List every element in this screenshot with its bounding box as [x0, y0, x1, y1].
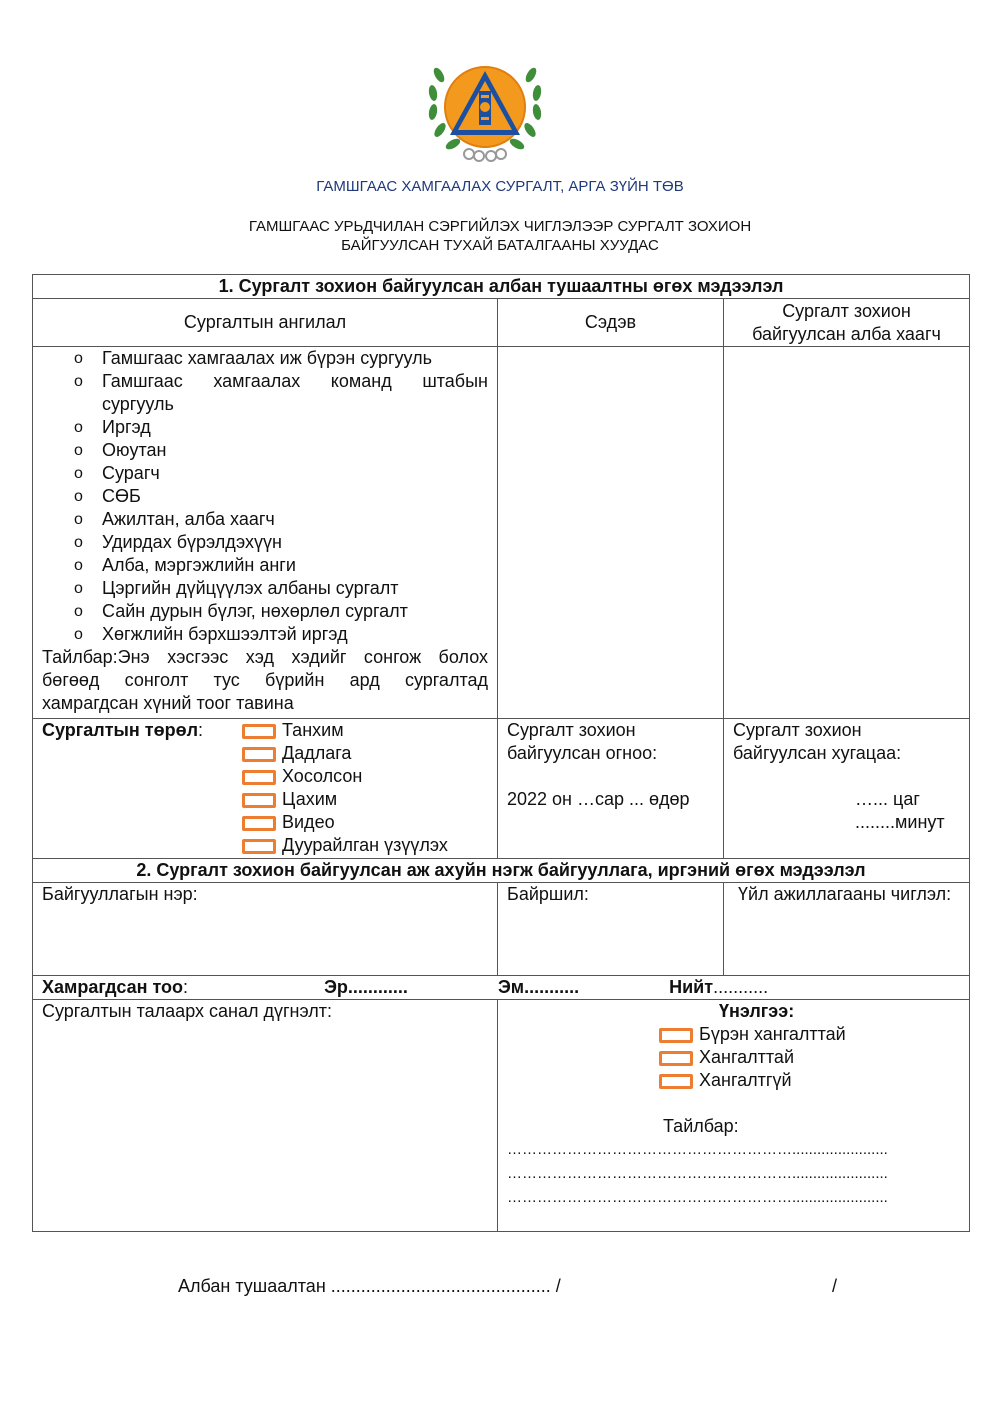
category-option[interactable]: o Оюутан [42, 439, 488, 462]
feedback-field[interactable]: Сургалтын талаарх санал дүгнэлт: [33, 1000, 498, 1232]
location-field[interactable]: Байршил: [498, 883, 724, 976]
type-option[interactable] [242, 834, 488, 857]
organization-name-field[interactable]: Байгууллагын нэр: [33, 883, 498, 976]
checkbox[interactable] [659, 1051, 693, 1066]
training-duration-cell [724, 719, 970, 859]
remark-line[interactable]: …………………………………………………....................... [507, 1189, 888, 1206]
total-label: Нийт [669, 977, 714, 997]
checkbox[interactable] [242, 747, 276, 762]
minutes-field[interactable]: ........минут [855, 812, 945, 832]
checkbox[interactable] [242, 816, 276, 831]
remark-label: Тайлбар: [663, 1116, 739, 1136]
type-option[interactable] [242, 742, 488, 765]
type-label: Дуурайлган үзүүлэх [282, 835, 448, 855]
type-option[interactable] [242, 719, 488, 742]
training-type-label: Сургалтын төрөл [42, 720, 199, 740]
covered-label: Хамрагдсан тоо [42, 977, 184, 997]
document-title [0, 217, 1000, 255]
category-option[interactable]: o Цэргийн дүйцүүлэх албаны сургалт [42, 577, 488, 600]
training-type-options [242, 719, 488, 857]
official-signature-field[interactable]: Албан тушаалтан ............................................ / [178, 1276, 561, 1296]
rating-text: Хангалттай [699, 1047, 794, 1067]
hours-field[interactable]: …... цаг [855, 789, 920, 809]
category-option[interactable]: o Ажилтан, алба хаагч [42, 508, 488, 531]
colon: : [183, 977, 189, 997]
training-date-value[interactable]: 2022 он …сар ... өдөр [507, 789, 690, 809]
remark-line[interactable]: …………………………………………………....................... [507, 1141, 888, 1158]
type-option[interactable] [242, 765, 488, 788]
topic-field[interactable] [498, 347, 724, 719]
type-label: Танхим [282, 720, 344, 740]
category-option[interactable]: o Алба, мэргэжлийн анги [42, 554, 488, 577]
activity-field[interactable]: Үйл ажиллагааны чиглэл: [724, 883, 970, 976]
signature-slash: / [832, 1276, 838, 1296]
training-category-cell [33, 347, 498, 719]
rating-option[interactable] [507, 1069, 960, 1092]
type-option[interactable] [242, 788, 488, 811]
category-option[interactable]: o Иргэд [42, 416, 488, 439]
covered-count-row [33, 976, 970, 1000]
section-1-title: 1. Сургалт зохион байгуулсан албан тушаалтны өгөх мэдээлэл [33, 275, 970, 299]
signature-line [178, 1276, 838, 1297]
training-date-label: Сургалт зохион байгуулсан огноо: [507, 720, 658, 763]
checkbox[interactable] [242, 724, 276, 739]
type-option[interactable] [242, 811, 488, 834]
rating-option[interactable] [507, 1046, 960, 1069]
title-line-1: ГАМШГААС УРЬДЧИЛАН СЭРГИЙЛЭХ ЧИГЛЭЛЭЭР СУРГАЛТ ЗОХИОН [248, 218, 752, 235]
female-label: Эм [497, 977, 525, 997]
type-label: Хосолсон [282, 766, 363, 786]
checkbox[interactable] [659, 1028, 693, 1043]
col-training-category: Сургалтын ангилал [33, 299, 498, 347]
rating-text: Бүрэн хангалттай [699, 1024, 846, 1044]
category-option[interactable]: o Удирдах бүрэлдэхүүн [42, 531, 488, 554]
checkbox[interactable] [659, 1074, 693, 1089]
colon: : [198, 720, 204, 740]
male-label: Эр [324, 977, 348, 997]
title-line-2: БАЙГУУЛСАН ТУХАЙ БАТАЛГААНЫ ХУУДАС [341, 237, 659, 254]
category-option[interactable]: o Сайн дурын бүлэг, нөхөрлөл сургалт [42, 600, 488, 623]
rating-label: Үнэлгээ: [719, 1001, 795, 1021]
rating-text: Хангалтгүй [699, 1070, 792, 1090]
col-organizing-staff: Сургалт зохион байгуулсан алба хаагч [724, 299, 970, 347]
category-option[interactable]: o Гамшгаас хамгаалах команд штабын сургууль [42, 370, 488, 416]
total-count-field[interactable]: ........... [713, 977, 769, 997]
organizing-staff-field[interactable] [724, 347, 970, 719]
type-label: Видео [282, 812, 335, 832]
category-option[interactable]: o Сурагч [42, 462, 488, 485]
col-topic: Сэдэв [498, 299, 724, 347]
section-2-title: 2. Сургалт зохион байгуулсан аж ахуйн нэгж байгууллага, иргэний өгөх мэдээлэл [33, 859, 970, 883]
type-label: Дадлага [282, 743, 352, 763]
category-list [42, 347, 488, 646]
type-label: Цахим [282, 789, 338, 809]
organization-name: ГАМШГААС ХАМГААЛАХ СУРГАЛТ, АРГА ЗҮЙН ТӨВ [316, 178, 684, 195]
category-note: Тайлбар:Энэ хэсгээс хэд хэдийг сонгож болох бөгөөд сонголт тус бүрийн ард сургалтад хамрагдсан хүний тоог тавина [42, 647, 488, 713]
checkbox[interactable] [242, 793, 276, 808]
training-type-cell [33, 719, 498, 859]
category-option[interactable]: o Хөгжлийн бэрхшээлтэй иргэд [42, 623, 488, 646]
checkbox[interactable] [242, 839, 276, 854]
male-count-field[interactable]: ............ [347, 977, 408, 997]
remark-line[interactable]: …………………………………………………....................... [507, 1165, 888, 1182]
category-option[interactable]: o СӨБ [42, 485, 488, 508]
training-duration-label: Сургалт зохион байгуулсан хугацаа: [733, 720, 902, 763]
training-date-cell [498, 719, 724, 859]
emblem-logo [425, 55, 545, 165]
confirmation-form-table [32, 274, 970, 1232]
female-count-field[interactable]: ........... [524, 977, 580, 997]
rating-option[interactable] [507, 1023, 960, 1046]
category-option[interactable]: o Гамшгаас хамгаалах иж бүрэн сургууль [42, 347, 488, 370]
rating-cell [498, 1000, 970, 1232]
checkbox[interactable] [242, 770, 276, 785]
